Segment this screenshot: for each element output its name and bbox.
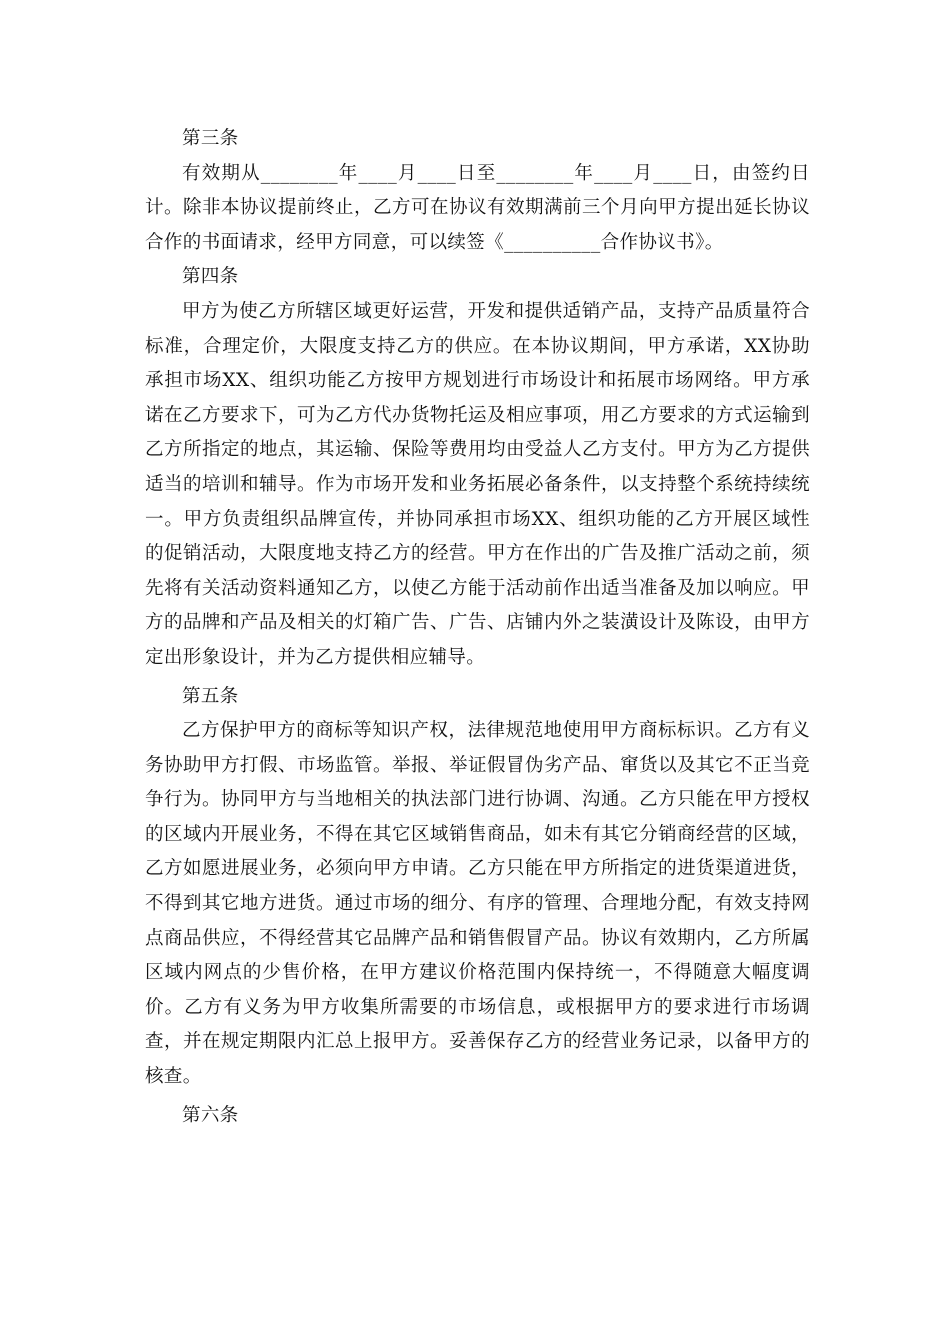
- article-5-body: 乙方保护甲方的商标等知识产权，法律规范地使用甲方商标标识。乙方有义务协助甲方打假、市场监管。举报、举证假冒伪劣产品、窜货以及其它不正当竞争行为。协同甲方与当地相关的执法部门进行协调、沟通。乙方只能在甲方授权的区域内开展业务，不得在其它区域销售商品，如未有其它分销商经营的区域，乙方如愿进展业务，必须向甲方申请。乙方只能在甲方所指定的进货渠道进货，不得到其它地方进货。通过市场的细分、有序的管理、合理地分配，有效支持网点商品供应，不得经营其它品牌产品和销售假冒产品。协议有效期内，乙方所属区域内网点的少售价格，在甲方建议价格范围内保持统一，不得随意大幅度调价。乙方有义务为甲方收集所需要的市场信息，或根据甲方的要求进行市场调查，并在规定期限内汇总上报甲方。妥善保存乙方的经营业务记录，以备甲方的核查。: [145, 720, 810, 1088]
- article-5-heading: 第五条: [182, 685, 239, 707]
- document-content: [145, 122, 810, 1133]
- article-6-heading: 第六条: [182, 1104, 239, 1126]
- article-4-heading: 第四条: [182, 266, 239, 288]
- article-4-body: 甲方为使乙方所辖区域更好运营，开发和提供适销产品，支持产品质量符合标准，合理定价，大限度支持乙方的供应。在本协议期间，甲方承诺，XX协助承担市场XX、组织功能乙方按甲方规划进行市场设计和拓展市场网络。甲方承诺在乙方要求下，可为乙方代办货物托运及相应事项，用乙方要求的方式运输到乙方所指定的地点，其运输、保险等费用均由受益人乙方支付。甲方为乙方提供适当的培训和辅导。作为市场开发和业务拓展必备条件，以支持整个系统持续统一。甲方负责组织品牌宣传，并协同承担市场XX、组织功能的乙方开展区域性的促销活动，大限度地支持乙方的经营。甲方在作出的广告及推广活动之前，须先将有关活动资料通知乙方，以使乙方能于活动前作出适当准备及加以响应。甲方的品牌和产品及相关的灯箱广告、广告、店铺内外之装潢设计及陈设，由甲方定出形象设计，并为乙方提供相应辅导。: [145, 300, 810, 668]
- article-3-heading: 第三条: [182, 128, 239, 149]
- article-3-body: 有效期从________年____月____日至________年____月____日，由签约日计。除非本协议提前终止，乙方可在协议有效期满前三个月向甲方提出延长协议合作的书面请求，经甲方同意，可以续签《__________合作协议书》。: [145, 162, 810, 253]
